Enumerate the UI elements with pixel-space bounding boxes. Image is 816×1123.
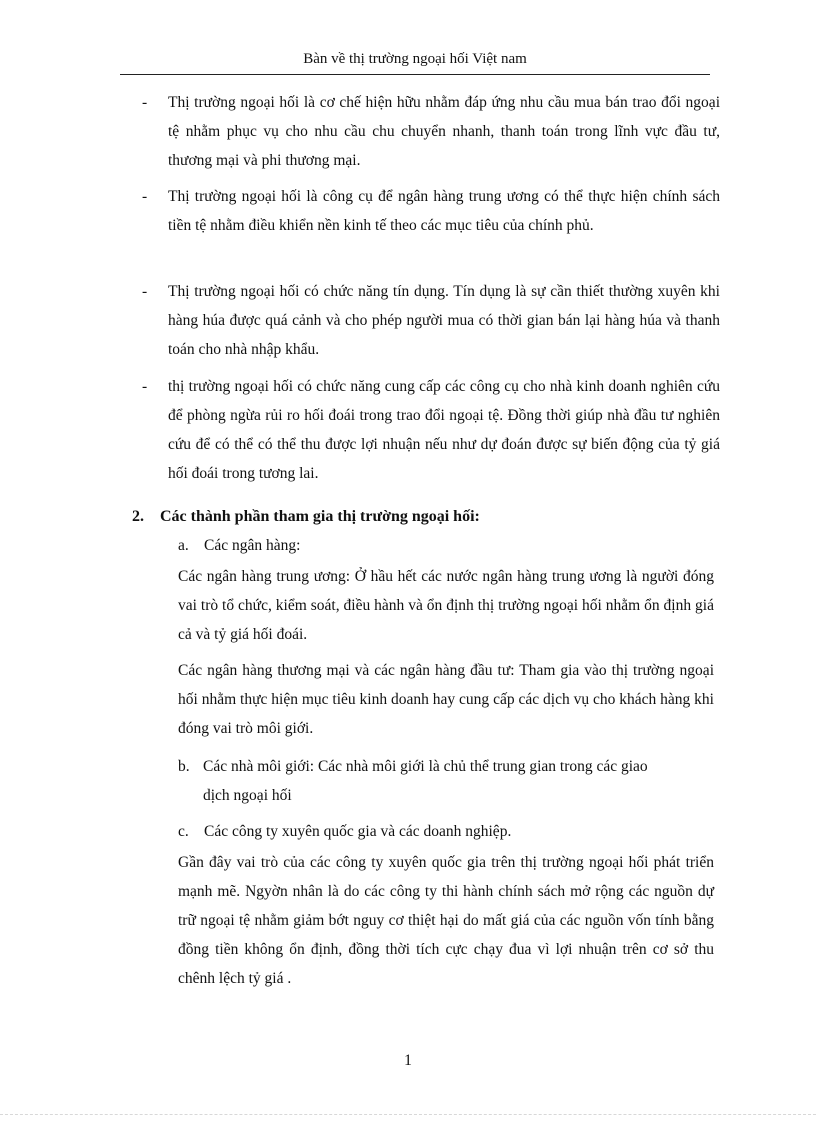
subsection-b-line2: dịch ngoại hối [203, 787, 292, 804]
paragraph-central-bank: Các ngân hàng trung ương: Ở hầu hết các nước ngân hàng trung ương là người đóng vai trò tổ chức, kiểm soát, điều hành và ổn định thị trường ngoại hối nhằm ổn định giá cả và tỷ giá hối đoái. [178, 568, 714, 643]
paragraph-multinational: Gần đây vai trò của các công ty xuyên quốc gia trên thị trường ngoại hối phát triển mạnh mẽ. Ngyờn nhân là do các công ty thi hành chính sách mở rộng các nguồn dự trữ ngoại tệ nhằm giảm bớt nguy cơ thiệt hại do mất giá của các nguồn vốn tính bằng đồng tiền không ổn định, đồng thời tích cực chạy đua vì lợi nhuận trên cơ sở thu chênh lệch tỷ giá . [178, 854, 714, 987]
section-number: 2. [132, 508, 144, 525]
subsection-title: Các công ty xuyên quốc gia và các doanh nghiệp. [204, 823, 512, 840]
bullet-dash: - [142, 283, 148, 300]
subsection-letter: b. [178, 758, 190, 775]
bullet-item [140, 372, 720, 488]
bullet-text: thị trường ngoại hối có chức năng cung cấp các công cụ cho nhà kinh doanh nghiên cứu để phòng ngừa rủi ro hối đoái trong trao đổi ngoại tệ. Đồng thời giúp nhà đầu tư nghiên cứu để có thể có thể thu được lợi nhuận nếu như dự đoán được sự biến động của tỷ giá hối đoái trong tương lai. [168, 378, 720, 482]
section-heading [132, 502, 712, 531]
section-title: Các thành phần tham gia thị trường ngoại hối: [160, 508, 480, 525]
subsection-letter: c. [178, 823, 189, 840]
bullet-text: Thị trường ngoại hối là công cụ để ngân hàng trung ương có thể thực hiện chính sách tiền tệ nhằm điều khiển nền kinh tế theo các mục tiêu của chính phủ. [168, 188, 720, 234]
bullet-text: Thị trường ngoại hối có chức năng tín dụng. Tín dụng là sự cần thiết thường xuyên khi hàng húa được quá cảnh và cho phép người mua có thời gian bán lại hàng húa và thanh toán cho nhà nhập khẩu. [168, 283, 720, 358]
bullet-text: Thị trường ngoại hối là cơ chế hiện hữu nhằm đáp ứng nhu cầu mua bán trao đổi ngoại tệ nhằm phục vụ cho nhu cầu chu chuyển nhanh, thanh toán trong lĩnh vực đầu tư, thương mại và phi thương mại. [168, 94, 720, 169]
subsection-a [178, 531, 714, 560]
page-number: 1 [404, 1052, 412, 1069]
bullet-item [140, 88, 720, 175]
subsection-c [178, 817, 714, 846]
page-bottom-border [0, 1114, 816, 1115]
running-header: Bàn về thị trường ngoại hối Việt nam [303, 51, 527, 67]
bullet-dash: - [142, 188, 148, 205]
subsection-b [178, 752, 714, 810]
bullet-dash: - [142, 378, 148, 395]
subsection-b-line1: Các nhà môi giới: Các nhà môi giới là chủ thể trung gian trong các giao [203, 758, 648, 775]
bullet-item [140, 182, 720, 240]
header-rule [120, 74, 710, 75]
subsection-title: Các ngân hàng: [204, 537, 301, 554]
bullet-item [140, 277, 720, 364]
bullet-dash: - [142, 94, 148, 111]
subsection-letter: a. [178, 537, 189, 554]
paragraph-commercial-bank: Các ngân hàng thương mại và các ngân hàng đầu tư: Tham gia vào thị trường ngoại hối nhằm thực hiện mục tiêu kinh doanh hay cung cấp các dịch vụ cho khách hàng khi đóng vai trò môi giới. [178, 662, 714, 737]
